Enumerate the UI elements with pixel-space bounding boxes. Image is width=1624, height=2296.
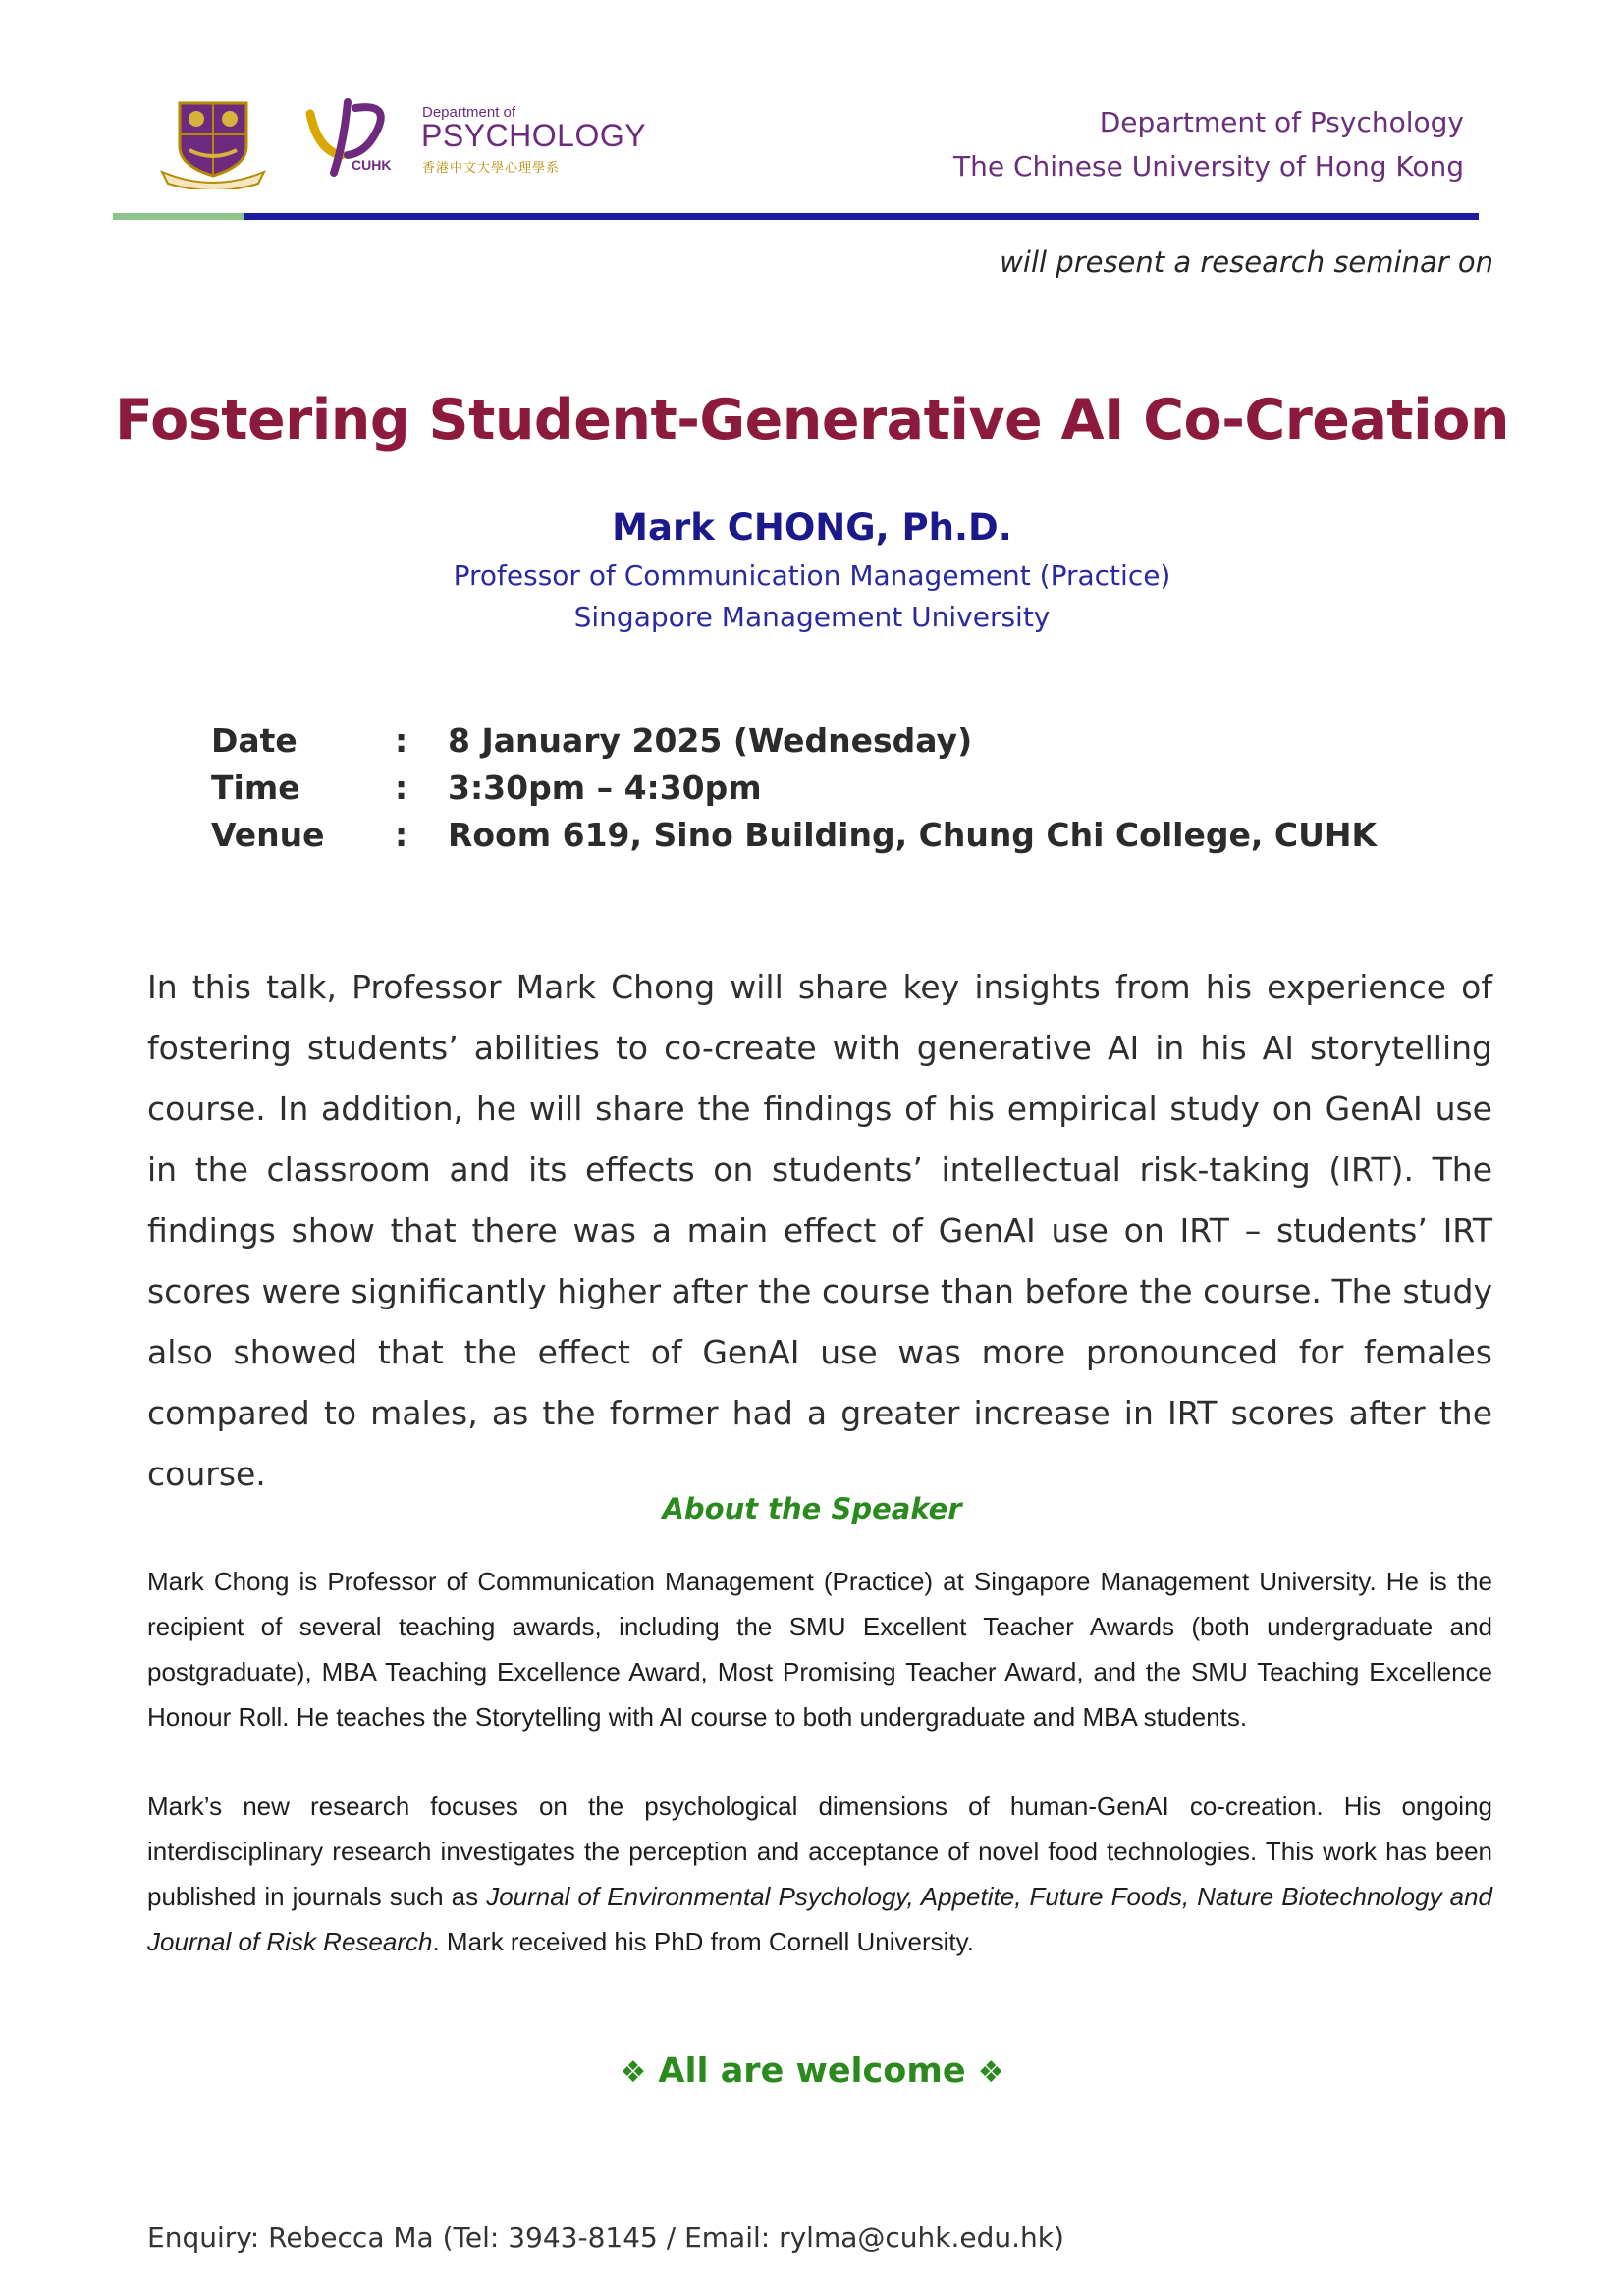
header-department: Department of Psychology [1099, 106, 1464, 138]
enquiry-line: Enquiry: Rebecca Ma (Tel: 3943-8145 / Email: rylma@cuhk.edu.hk) [147, 2221, 1064, 2254]
time-label: Time [211, 769, 300, 807]
logo-chinese-name: 香港中文大學心理學系 [422, 161, 561, 176]
bio2-text-end: . Mark received his PhD from Cornell University. [432, 1927, 974, 1956]
bio2-text-start: Mark’s new research focuses on the psychological dimensions of human-GenAI co-creation. His ongoing interdisciplinary research investigates the perception and acceptance of novel food technologies. This work has been published in journals such as [147, 1791, 1492, 1911]
diamond-icon-left: ❖ [620, 2056, 647, 2090]
abstract-paragraph: In this talk, Professor Mark Chong will share key insights from his experience of fostering students’ abilities to co-create with generative AI in his AI storytelling course. In addition, he will share the findings of his empirical study on GenAI use in the classroom and its effects on students’ intellectual risk-taking (IRT). The findings show that there was a main effect of GenAI use on IRT – students’ IRT scores were significantly higher after the course than before the course. The study also showed that the effect of GenAI use was more pronounced for females compared to males, as the former had a greater increase in IRT scores after the course. [147, 968, 1492, 1493]
speaker-bio-paragraph-1: Mark Chong is Professor of Communication Management (Practice) at Singapore Management University. He is the recipient of several teaching awards, including the SMU Excellent Teacher Awards (both undergraduate and postgraduate), MBA Teaching Excellence Award, Most Promising Teacher Award, and the SMU Teaching Excellence Honour Roll. He teaches the Storytelling with AI course to both undergraduate and MBA students. [147, 1567, 1492, 1732]
speaker-position: Professor of Communication Management (Practice) [453, 560, 1171, 592]
header-rule-green [113, 213, 244, 220]
venue-value: Room 619, Sino Building, Chung Chi College, CUHK [448, 816, 1378, 854]
seminar-title: Fostering Student-Generative AI Co-Creation [115, 388, 1509, 453]
date-value: 8 January 2025 (Wednesday) [448, 721, 973, 760]
speaker-name: Mark CHONG, Ph.D. [612, 507, 1012, 549]
diamond-icon-right: ❖ [977, 2056, 1004, 2090]
logo-psychology: PSYCHOLOGY [421, 118, 647, 153]
date-label: Date [211, 721, 298, 760]
venue-label: Venue [211, 816, 325, 854]
logo-department-of: Department of [422, 104, 516, 121]
about-speaker-heading: About the Speaker [662, 1492, 962, 1525]
header-department-block [953, 100, 1464, 188]
intro-line: will present a research seminar on [1000, 245, 1493, 279]
date-separator: : [395, 721, 408, 760]
bio2-journals: Journal of Environmental Psychology, Appetite, Future Foods, Nature Biotechnology and Journal of Risk Research [147, 1882, 1492, 1956]
psychology-department-logo [304, 98, 647, 181]
header-rule-blue [244, 213, 1479, 220]
welcome-text: All are welcome [658, 2052, 966, 2091]
header-university: The Chinese University of Hong Kong [953, 150, 1464, 183]
welcome-line [0, 2052, 1624, 2091]
venue-separator: : [395, 816, 408, 854]
cuhk-crest-logo [160, 95, 266, 189]
time-value: 3:30pm – 4:30pm [448, 769, 762, 807]
speaker-bio-paragraph-2 [147, 1784, 1492, 1964]
time-separator: : [395, 769, 408, 807]
speaker-institution: Singapore Management University [573, 601, 1051, 633]
logo-cuhk: CUHK [352, 157, 392, 173]
